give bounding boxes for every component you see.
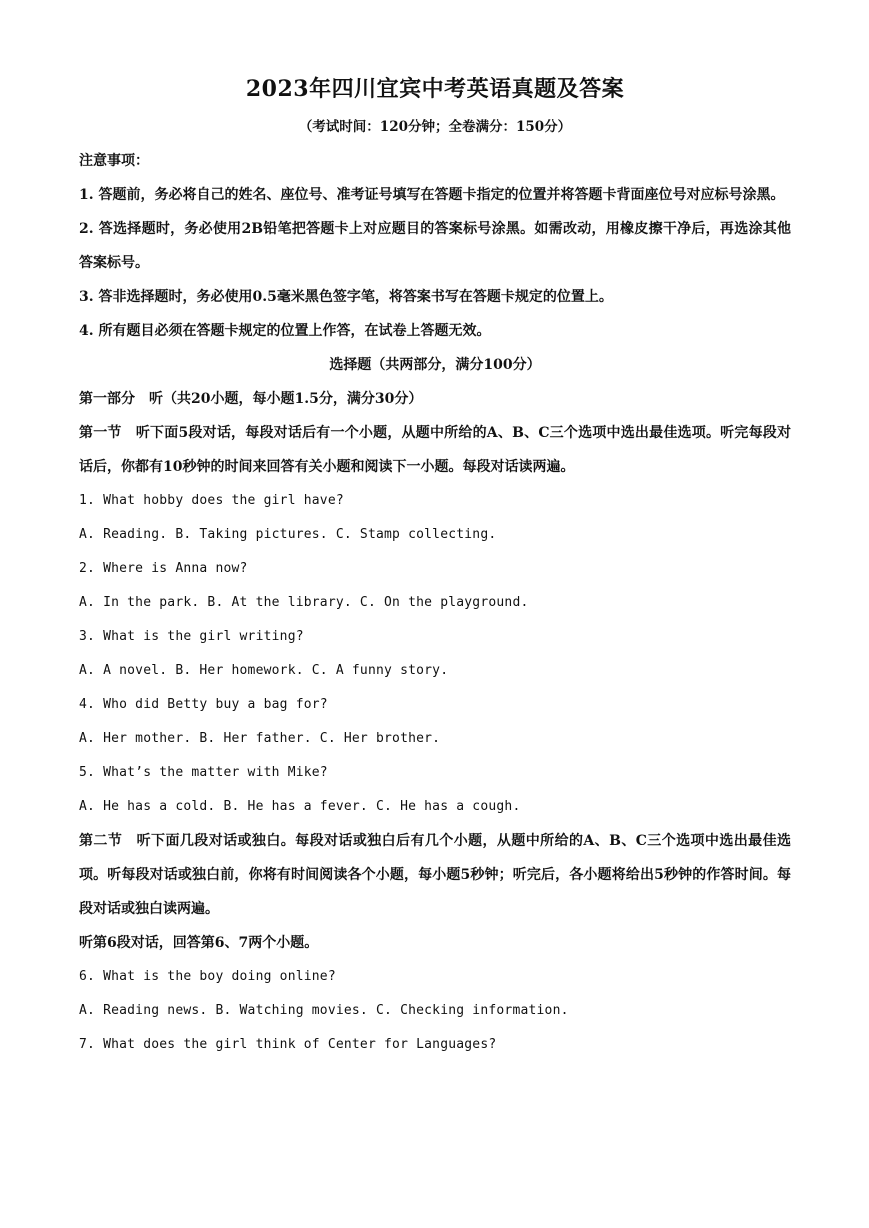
question-options: A. Her mother. B. Her father. C. Her brother. bbox=[79, 731, 441, 746]
question-options: A. A novel. B. Her homework. C. A funny story. bbox=[79, 663, 449, 678]
question-options: A. Reading news. B. Watching movies. C. Checking information. bbox=[79, 1003, 569, 1018]
notice-item: 1. 答题前，务必将自己的姓名、座位号、准考证号填写在答题卡指定的位置并将答题卡背面座位号对应标号涂黑。 bbox=[79, 187, 785, 203]
part1-section1-intro: 第一节 听下面5段对话，每段对话后有一个小题，从题中所给的A、B、C三个选项中选出最佳选项。听完每段对话后，你都有10秒钟的时间来回答有关小题和阅读下一小题。每段对话读两遍。 bbox=[79, 425, 791, 475]
dialogue-heading: 听第6段对话，回答第6、7两个小题。 bbox=[79, 935, 319, 951]
notice-heading: 注意事项： bbox=[79, 153, 149, 169]
part1-heading: 第一部分 听（共20小题，每小题1.5分，满分30分） bbox=[79, 391, 423, 407]
question-options: A. Reading. B. Taking pictures. C. Stamp collecting. bbox=[79, 527, 497, 542]
section-heading: 选择题（共两部分，满分100分） bbox=[329, 357, 541, 373]
question: 7. What does the girl think of Center for Languages? bbox=[79, 1037, 497, 1052]
notice-item: 4. 所有题目必须在答题卡规定的位置上作答，在试卷上答题无效。 bbox=[79, 323, 491, 339]
exam-info: （考试时间：120分钟；全卷满分：150分） bbox=[298, 119, 572, 135]
question: 2. Where is Anna now? bbox=[79, 561, 248, 576]
question-options: A. In the park. B. At the library. C. On the playground. bbox=[79, 595, 529, 610]
question: 4. Who did Betty buy a bag for? bbox=[79, 697, 328, 712]
question: 3. What is the girl writing? bbox=[79, 629, 304, 644]
question: 5. What’s the matter with Mike? bbox=[79, 765, 328, 780]
page-title: 2023年四川宜宾中考英语真题及答案 bbox=[245, 76, 625, 102]
notice-item: 3. 答非选择题时，务必使用0.5毫米黑色签字笔，将答案书写在答题卡规定的位置上。 bbox=[79, 289, 613, 305]
notice-item: 2. 答选择题时，务必使用2B铅笔把答题卡上对应题目的答案标号涂黑。如需改动，用橡皮擦干净后，再选涂其他答案标号。 bbox=[79, 221, 791, 271]
question-options: A. He has a cold. B. He has a fever. C. He has a cough. bbox=[79, 799, 521, 814]
exam-page bbox=[79, 72, 791, 1062]
part1-section2-intro: 第二节 听下面几段对话或独白。每段对话或独白后有几个小题，从题中所给的A、B、C三个选项中选出最佳选项。听每段对话或独白前，你将有时间阅读各个小题，每小题5秒钟；听完后，各小题将给出5秒钟的作答时间。每段对话或独白读两遍。 bbox=[79, 833, 791, 917]
question: 1. What hobby does the girl have? bbox=[79, 493, 344, 508]
question: 6. What is the boy doing online? bbox=[79, 969, 336, 984]
